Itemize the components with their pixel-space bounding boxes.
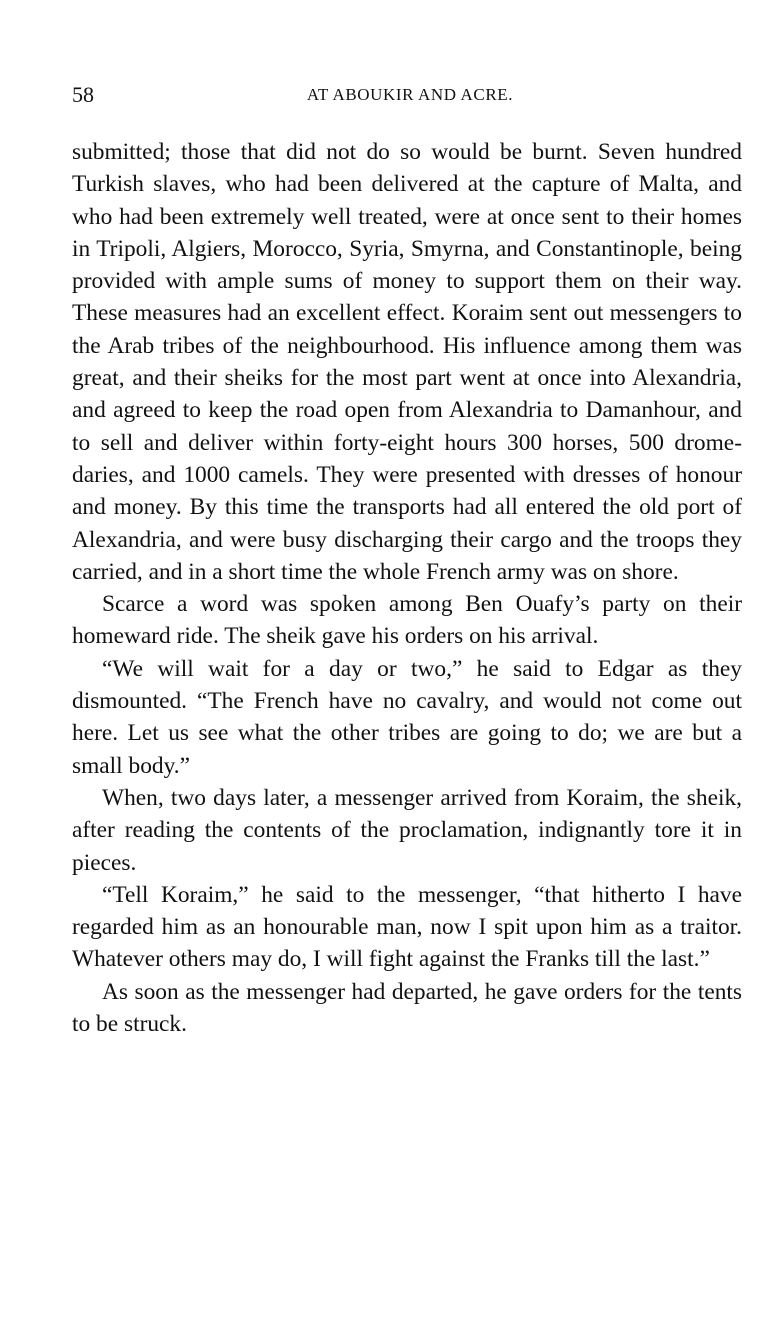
paragraph: As soon as the messenger had departed, he gave orders for the tents to be struck. <box>72 978 742 1038</box>
body-text <box>72 136 742 1040</box>
paragraph-continuation: submitted; those that did not do so would be burnt. Seven hundred Turkish slaves, who had been delivered at the capture of Malta, and who had been extremely well treated, were at once sent to their homes in Tripoli, Algiers, Morocco, Syria, Smyrna, and Constantinople, being provided with ample sums of money to support them on their way. These measures had an excellent effect. Koraim sent out messengers to the Arab tribes of the neighbourhood. His influence among them was great, and their sheiks for the most part went at once into Alexandria, and agreed to keep the road open from Alexandria to Damanhour, and to sell and deliver within forty-eight hours 300 horses, 500 dromedaries, and 1000 camels. They were presented with dresses of honour and money. By this time the transports had all entered the old port of Alexandria, and were busy discharging their cargo and the troops they carried, and in a short time the whole French army was on shore. <box>72 139 742 585</box>
paragraph: Scarce a word was spoken among Ben Ouafy’s party on their homeward ride. The sheik gave his orders on his arrival. <box>72 591 742 650</box>
paragraph: “Tell Koraim,” he said to the messenger, “that hitherto I have regarded him as an honourable man, now I spit upon him as a traitor. Whatever others may do, I will fight against the Franks till the last.” <box>72 881 742 973</box>
book-page <box>72 82 742 1040</box>
paragraph: “We will wait for a day or two,” he said to Edgar as they dismounted. “The French have no cavalry, and would not come out here. Let us see what the other tribes are going to do; we are but a small body.” <box>72 655 742 779</box>
running-head: AT ABOUKIR AND ACRE. <box>306 85 514 104</box>
page-number: 58 <box>72 82 94 107</box>
page-header <box>72 82 742 116</box>
paragraph: When, two days later, a messenger arrived from Koraim, the sheik, after reading the contents of the proclamation, indignantly tore it in pieces. <box>72 784 742 876</box>
